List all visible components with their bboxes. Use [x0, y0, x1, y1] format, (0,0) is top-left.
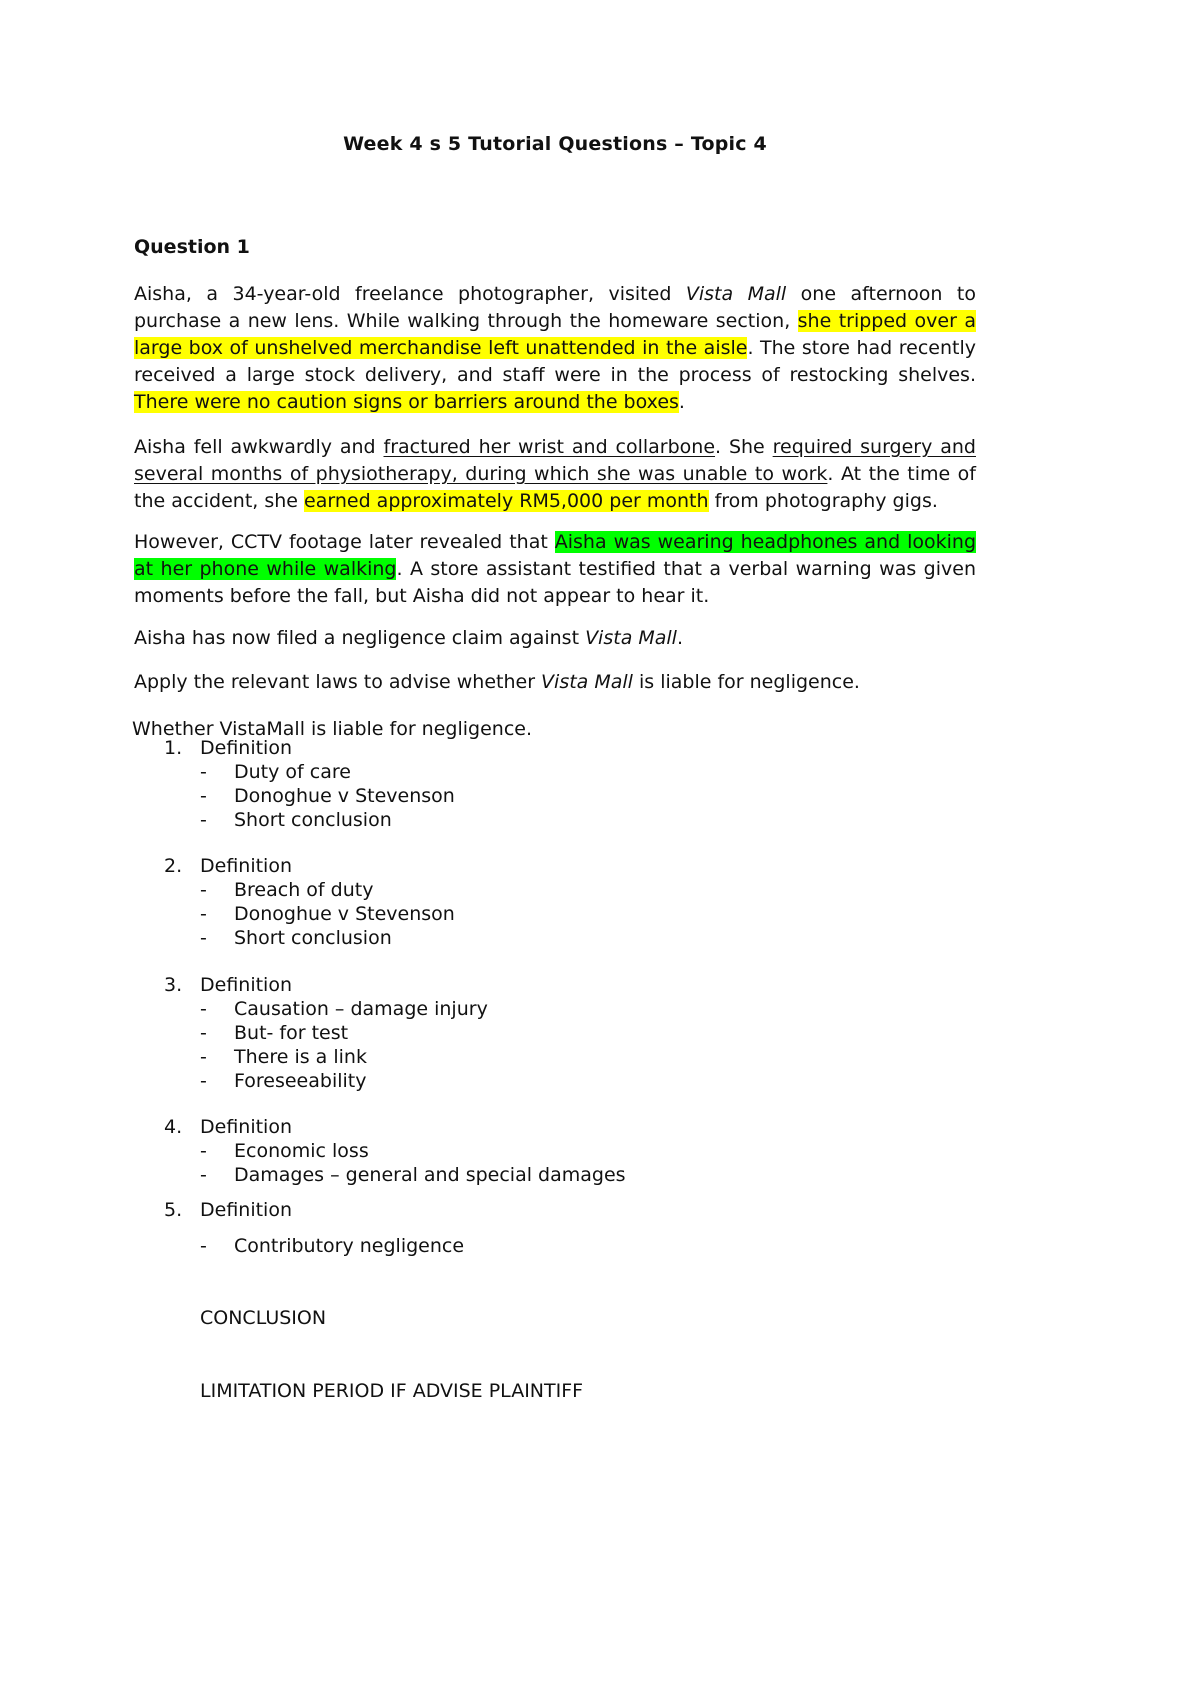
- sub-point-text: Contributory negligence: [234, 1235, 465, 1257]
- sub-point: [164, 808, 455, 832]
- dash-bullet-icon: -: [200, 761, 207, 783]
- sub-point-text: Breach of duty: [234, 879, 374, 901]
- item-number: 5.: [164, 1199, 183, 1221]
- sub-point: [164, 1021, 488, 1045]
- question-instruction: [134, 669, 976, 696]
- outline-item-4: [164, 1115, 626, 1187]
- highlight-green: Aisha was wearing headphones and looking at her phone while walking: [134, 531, 977, 580]
- highlight-yellow: she tripped over a large box of unshelved merchandise left unattended in the aisle: [134, 310, 976, 359]
- sub-point-text: Damages – general and special damages: [234, 1164, 626, 1186]
- dash-bullet-icon: -: [200, 998, 207, 1020]
- document-title: Week 4 s 5 Tutorial Questions – Topic 4: [343, 133, 767, 155]
- item-label: Definition: [200, 855, 293, 877]
- underlined-text: fractured her wrist and collarbone: [383, 436, 716, 458]
- outline-item-3: [164, 973, 488, 1093]
- dash-bullet-icon: -: [200, 785, 207, 807]
- highlight-yellow: There were no caution signs or barriers around the boxes: [134, 391, 679, 413]
- italic-vista-mall: Vista Mall: [541, 671, 633, 693]
- italic-vista-mall: Vista Mall: [585, 627, 677, 649]
- item-label: Definition: [200, 1199, 293, 1221]
- sub-point-text: Short conclusion: [234, 927, 392, 949]
- dash-bullet-icon: -: [200, 1046, 207, 1068]
- item-number: 2.: [164, 855, 183, 877]
- issue-statement: Whether VistaMall is liable for negligence.: [132, 718, 533, 740]
- sub-point-text: Duty of care: [234, 761, 351, 783]
- sub-point: [164, 784, 455, 808]
- dash-bullet-icon: -: [200, 903, 207, 925]
- question-heading: Question 1: [134, 236, 250, 258]
- item-label: Definition: [200, 737, 293, 759]
- text: . At the time of the accident, she: [134, 463, 976, 512]
- sub-point-text: Foreseeability: [234, 1070, 367, 1092]
- sub-point-text: Donoghue v Stevenson: [234, 903, 455, 925]
- text: Aisha has now filed a negligence claim against: [134, 627, 586, 649]
- text: from photography gigs.: [708, 490, 938, 512]
- sub-point: [164, 902, 455, 926]
- text: Apply the relevant laws to advise whether: [134, 671, 542, 693]
- sub-point: [164, 1069, 488, 1093]
- dash-bullet-icon: -: [200, 1022, 207, 1044]
- facts-paragraph-3: [134, 529, 976, 610]
- text: Aisha fell awkwardly and: [134, 436, 384, 458]
- sub-point: [164, 1234, 464, 1258]
- sub-point-text: Short conclusion: [234, 809, 392, 831]
- text: . She: [715, 436, 773, 458]
- facts-paragraph-4: [134, 625, 976, 652]
- text: Aisha, a 34-year-old freelance photographer, visited: [134, 283, 686, 305]
- sub-point-text: There is a link: [234, 1046, 367, 1068]
- item-number: 1.: [164, 737, 183, 759]
- dash-bullet-icon: -: [200, 1235, 207, 1257]
- dash-bullet-icon: -: [200, 927, 207, 949]
- facts-paragraph-2: [134, 434, 976, 515]
- sub-point-text: Donoghue v Stevenson: [234, 785, 455, 807]
- text: . The store had recently received a large stock delivery, and staff were in the process of restocking shelves.: [134, 337, 976, 386]
- item-label: Definition: [200, 974, 293, 996]
- sub-point: [164, 926, 455, 950]
- text: is liable for negligence.: [632, 671, 860, 693]
- italic-vista-mall: Vista Mall: [685, 283, 787, 305]
- sub-point: [164, 997, 488, 1021]
- sub-point: [164, 1045, 488, 1069]
- text: . A store assistant testified that a verbal warning was given moments before the fall, but Aisha did not appear to hear it.: [134, 558, 976, 607]
- sub-point: [164, 1139, 626, 1163]
- item-number: 3.: [164, 974, 183, 996]
- sub-point-text: Economic loss: [234, 1140, 369, 1162]
- outline-item-5: [164, 1198, 464, 1258]
- text: .: [676, 627, 684, 649]
- item-number: 4.: [164, 1116, 183, 1138]
- sub-point-text: Causation – damage injury: [234, 998, 488, 1020]
- dash-bullet-icon: -: [200, 1140, 207, 1162]
- dash-bullet-icon: -: [200, 809, 207, 831]
- limitation-period-heading: LIMITATION PERIOD IF ADVISE PLAINTIFF: [200, 1380, 584, 1402]
- text: .: [678, 391, 685, 413]
- conclusion-heading: CONCLUSION: [200, 1307, 327, 1329]
- sub-point: [164, 878, 455, 902]
- facts-paragraph-1: [134, 281, 976, 416]
- dash-bullet-icon: -: [200, 879, 207, 901]
- sub-point: [164, 760, 455, 784]
- text: one afternoon to purchase a new lens. While walking through the homeware section,: [134, 283, 977, 332]
- outline-item-2: [164, 854, 455, 950]
- sub-point: [164, 1163, 626, 1187]
- dash-bullet-icon: -: [200, 1164, 207, 1186]
- dash-bullet-icon: -: [200, 1070, 207, 1092]
- highlight-yellow: earned approximately RM5,000 per month: [304, 490, 709, 512]
- item-label: Definition: [200, 1116, 293, 1138]
- sub-point-text: But- for test: [234, 1022, 349, 1044]
- text: However, CCTV footage later revealed that: [134, 531, 555, 553]
- underlined-text: required surgery and several months of physiotherapy, during which she was unable to work: [134, 436, 976, 485]
- outline-item-1: [164, 736, 455, 832]
